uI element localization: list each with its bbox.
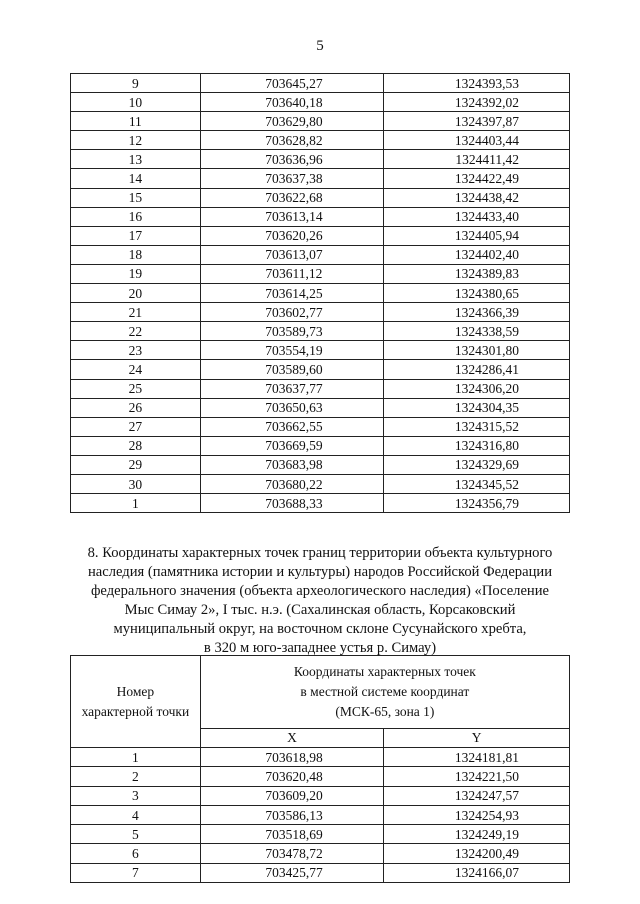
y-coordinate-cell: 1324181,81 (384, 748, 570, 767)
x-coordinate-cell: 703662,55 (200, 417, 384, 436)
coordinates-table-body (71, 748, 570, 883)
y-coordinate-cell: 1324329,69 (384, 455, 570, 474)
table-row (71, 398, 570, 417)
point-number-cell: 30 (71, 474, 201, 493)
y-coordinate-cell: 1324254,93 (384, 805, 570, 824)
x-coordinate-cell: 703683,98 (200, 455, 384, 474)
x-coordinate-cell: 703637,77 (200, 379, 384, 398)
y-coordinate-cell: 1324221,50 (384, 767, 570, 786)
table-row (71, 303, 570, 322)
table-row (71, 131, 570, 150)
point-number-cell: 24 (71, 360, 201, 379)
table-row (71, 379, 570, 398)
point-number-cell: 5 (71, 825, 201, 844)
point-number-cell: 12 (71, 131, 201, 150)
point-number-cell: 7 (71, 863, 201, 882)
x-coordinate-cell: 703628,82 (200, 131, 384, 150)
y-coordinate-cell: 1324249,19 (384, 825, 570, 844)
x-coordinate-cell: 703425,77 (200, 863, 384, 882)
point-number-cell: 16 (71, 207, 201, 226)
point-number-cell: 10 (71, 93, 201, 112)
point-number-cell: 15 (71, 188, 201, 207)
table-row (71, 767, 570, 786)
x-coordinate-cell: 703613,14 (200, 207, 384, 226)
point-number-cell: 26 (71, 398, 201, 417)
point-number-cell: 1 (71, 748, 201, 767)
x-coordinate-cell: 703629,80 (200, 112, 384, 131)
point-number-cell: 21 (71, 303, 201, 322)
point-number-cell: 11 (71, 112, 201, 131)
heading-line: в 320 м юго-западнее устья р. Симау) (203, 640, 437, 656)
x-coordinate-cell: 703637,38 (200, 169, 384, 188)
y-coordinate-cell: 1324380,65 (384, 284, 570, 303)
x-coordinate-cell: 703645,27 (200, 74, 384, 93)
table-row (71, 112, 570, 131)
x-coordinate-cell: 703636,96 (200, 150, 384, 169)
x-coordinate-cell: 703618,98 (200, 748, 384, 767)
point-number-cell: 17 (71, 226, 201, 245)
x-coordinate-cell: 703609,20 (200, 786, 384, 805)
header-coordinates (200, 656, 569, 729)
header-point-number-line: Номер (116, 683, 155, 699)
coordinates-table-section-8 (70, 655, 570, 883)
point-number-cell: 19 (71, 264, 201, 283)
y-coordinate-cell: 1324338,59 (384, 322, 570, 341)
y-coordinate-cell: 1324247,57 (384, 786, 570, 805)
point-number-cell: 27 (71, 417, 201, 436)
table-row (71, 805, 570, 824)
table-row (71, 360, 570, 379)
y-coordinate-cell: 1324403,44 (384, 131, 570, 150)
table-row (71, 188, 570, 207)
y-coordinate-cell: 1324389,83 (384, 264, 570, 283)
y-coordinate-cell: 1324402,40 (384, 245, 570, 264)
x-coordinate-cell: 703680,22 (200, 474, 384, 493)
y-coordinate-cell: 1324306,20 (384, 379, 570, 398)
table-row (71, 150, 570, 169)
y-coordinate-cell: 1324200,49 (384, 844, 570, 863)
heading-line: наследия (памятника истории и культуры) народов Российской Федерации (87, 564, 553, 580)
point-number-cell: 20 (71, 284, 201, 303)
x-coordinate-cell: 703620,26 (200, 226, 384, 245)
table-row (71, 341, 570, 360)
page-number: 5 (316, 38, 324, 54)
y-coordinate-cell: 1324438,42 (384, 188, 570, 207)
point-number-cell: 29 (71, 455, 201, 474)
y-coordinate-cell: 1324315,52 (384, 417, 570, 436)
header-point-number (71, 656, 201, 748)
point-number-cell: 2 (71, 767, 201, 786)
point-number-cell: 6 (71, 844, 201, 863)
point-number-cell: 1 (71, 494, 201, 513)
table-row (71, 825, 570, 844)
x-coordinate-cell: 703518,69 (200, 825, 384, 844)
y-coordinate-cell: 1324397,87 (384, 112, 570, 131)
section-heading (60, 544, 580, 658)
x-coordinate-cell: 703640,18 (200, 93, 384, 112)
y-coordinate-cell: 1324393,53 (384, 74, 570, 93)
y-coordinate-cell: 1324392,02 (384, 93, 570, 112)
point-number-cell: 25 (71, 379, 201, 398)
x-coordinate-cell: 703478,72 (200, 844, 384, 863)
table-row (71, 474, 570, 493)
coordinates-table-continued (70, 73, 570, 513)
x-coordinate-cell: 703614,25 (200, 284, 384, 303)
header-coordinates-line: в местной системе координат (300, 683, 470, 699)
point-number-cell: 13 (71, 150, 201, 169)
y-coordinate-cell: 1324411,42 (384, 150, 570, 169)
heading-line: Мыс Симау 2», I тыс. н.э. (Сахалинская область, Корсаковский (124, 602, 516, 618)
table-row (71, 74, 570, 93)
header-x: X (200, 728, 384, 747)
header-point-number-line: характерной точки (81, 703, 190, 719)
point-number-cell: 14 (71, 169, 201, 188)
x-coordinate-cell: 703589,60 (200, 360, 384, 379)
point-number-cell: 28 (71, 436, 201, 455)
y-coordinate-cell: 1324356,79 (384, 494, 570, 513)
x-coordinate-cell: 703611,12 (200, 264, 384, 283)
point-number-cell: 9 (71, 74, 201, 93)
x-coordinate-cell: 703650,63 (200, 398, 384, 417)
header-coordinates-line: (МСК-65, зона 1) (335, 703, 435, 719)
x-coordinate-cell: 703554,19 (200, 341, 384, 360)
y-coordinate-cell: 1324345,52 (384, 474, 570, 493)
table-row (71, 844, 570, 863)
y-coordinate-cell: 1324366,39 (384, 303, 570, 322)
heading-line: 8. Координаты характерных точек границ территории объекта культурного (87, 545, 553, 561)
x-coordinate-cell: 703589,73 (200, 322, 384, 341)
x-coordinate-cell: 703688,33 (200, 494, 384, 513)
x-coordinate-cell: 703620,48 (200, 767, 384, 786)
point-number-cell: 3 (71, 786, 201, 805)
table-row (71, 455, 570, 474)
y-coordinate-cell: 1324422,49 (384, 169, 570, 188)
y-coordinate-cell: 1324433,40 (384, 207, 570, 226)
heading-line: муниципальный округ, на восточном склоне Сусунайского хребта, (113, 621, 527, 637)
header-coordinates-line: Координаты характерных точек (293, 663, 476, 679)
y-coordinate-cell: 1324316,80 (384, 436, 570, 455)
x-coordinate-cell: 703586,13 (200, 805, 384, 824)
point-number-cell: 4 (71, 805, 201, 824)
table-row (71, 417, 570, 436)
point-number-cell: 23 (71, 341, 201, 360)
point-number-cell: 18 (71, 245, 201, 264)
table-row (71, 322, 570, 341)
y-coordinate-cell: 1324166,07 (384, 863, 570, 882)
x-coordinate-cell: 703669,59 (200, 436, 384, 455)
table-row (71, 436, 570, 455)
y-coordinate-cell: 1324286,41 (384, 360, 570, 379)
y-coordinate-cell: 1324405,94 (384, 226, 570, 245)
header-y: Y (384, 728, 570, 747)
point-number-cell: 22 (71, 322, 201, 341)
table-row (71, 748, 570, 767)
x-coordinate-cell: 703602,77 (200, 303, 384, 322)
table-row (71, 494, 570, 513)
table-row (71, 863, 570, 882)
table-row (71, 169, 570, 188)
table-row (71, 226, 570, 245)
x-coordinate-cell: 703613,07 (200, 245, 384, 264)
table-row (71, 284, 570, 303)
table-row (71, 245, 570, 264)
y-coordinate-cell: 1324301,80 (384, 341, 570, 360)
table-row (71, 786, 570, 805)
table-row (71, 264, 570, 283)
table-row (71, 207, 570, 226)
coordinates-table-body (71, 74, 570, 513)
y-coordinate-cell: 1324304,35 (384, 398, 570, 417)
heading-line: федерального значения (объекта археологического наследия) «Поселение (90, 583, 550, 599)
table-row (71, 93, 570, 112)
x-coordinate-cell: 703622,68 (200, 188, 384, 207)
